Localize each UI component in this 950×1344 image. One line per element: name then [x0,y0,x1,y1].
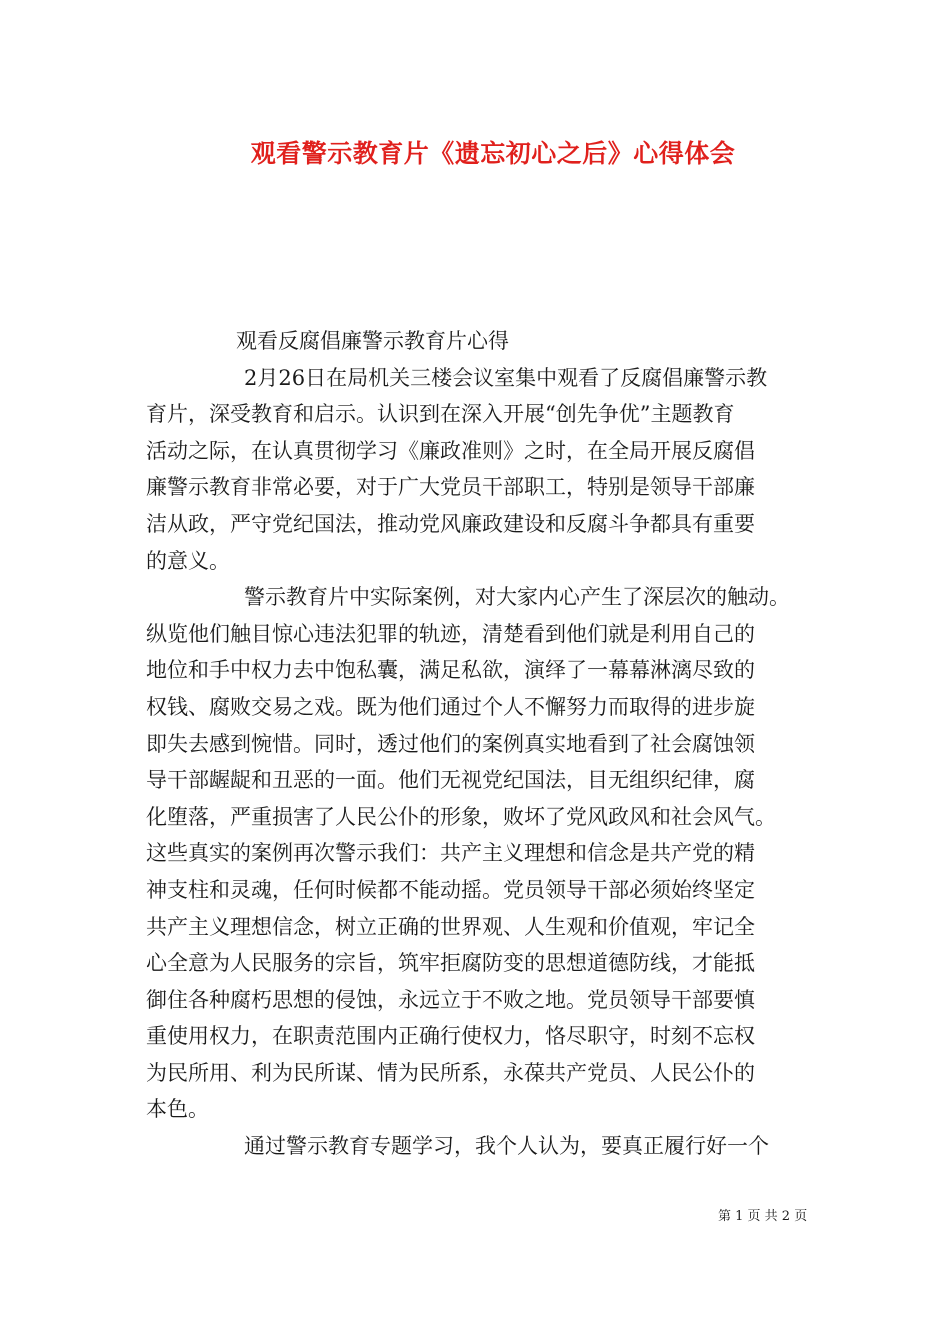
paragraph-line: 警示教育片中实际案例，对大家内心产生了深层次的触动。 [244,585,790,610]
paragraph-line: 神支柱和灵魂，任何时候都不能动摇。党员领导干部必须始终坚定 [146,877,755,902]
paragraph-line: 纵览他们触目惊心违法犯罪的轨迹，清楚看到他们就是利用自己的 [146,621,755,646]
paragraph-line: 通过警示教育专题学习，我个人认为，要真正履行好一个 [244,1134,769,1159]
paragraph-line: 御住各种腐朽思想的侵蚀，永远立于不败之地。党员领导干部要慎 [146,987,755,1012]
paragraph-line: 本色。 [146,1097,209,1122]
paragraph-line: 洁从政，严守党纪国法，推动党风廉政建设和反腐斗争都具有重要 [146,511,755,536]
document-body [146,323,826,1165]
paragraph-line: 导干部龌龊和丑恶的一面。他们无视党纪国法，目无组织纪律，腐 [146,768,755,793]
paragraph-line: 化堕落，严重损害了人民公仆的形象，败坏了党风政风和社会风气。 [146,804,776,829]
paragraph-line: 活动之际，在认真贯彻学习《廉政准则》之时，在全局开展反腐倡 [146,438,755,463]
page-number-footer: 第 1 页 共 2 页 [718,1209,808,1224]
paragraph-line: 2月26日在局机关三楼会议室集中观看了反腐倡廉警示教 [244,365,768,390]
paragraph-3 [146,1128,826,1165]
paragraph-line: 为民所用、利为民所谋、情为民所系，永葆共产党员、人民公仆的 [146,1060,755,1085]
paragraph-line: 育片，深受教育和启示。认识到在深入开展“创先争优”主题教育 [146,402,735,427]
paragraph-line: 权钱、腐败交易之戏。既为他们通过个人不懈努力而取得的进步旋 [146,694,755,719]
document-title: 观看警示教育片《遗忘初心之后》心得体会 [250,139,736,168]
document-subtitle: 观看反腐倡廉警示教育片心得 [236,329,509,353]
paragraph-line: 心全意为人民服务的宗旨，筑牢拒腐防变的思想道德防线，才能抵 [146,951,755,976]
paragraph-1 [146,360,826,580]
paragraph-line: 地位和手中权力去中饱私囊，满足私欲，演绎了一幕幕淋漓尽致的 [146,658,755,683]
paragraph-line: 的意义。 [146,548,230,573]
paragraph-line: 即失去感到惋惜。同时，透过他们的案例真实地看到了社会腐蚀领 [146,731,755,756]
paragraph-line: 廉警示教育非常必要，对于广大党员干部职工，特别是领导干部廉 [146,475,755,500]
paragraph-line: 共产主义理想信念，树立正确的世界观、人生观和价值观，牢记全 [146,914,755,939]
paragraph-line: 重使用权力，在职责范围内正确行使权力，恪尽职守，时刻不忘权 [146,1024,755,1049]
paragraph-2 [146,579,826,1128]
paragraph-line: 这些真实的案例再次警示我们：共产主义理想和信念是共产党的精 [146,841,755,866]
